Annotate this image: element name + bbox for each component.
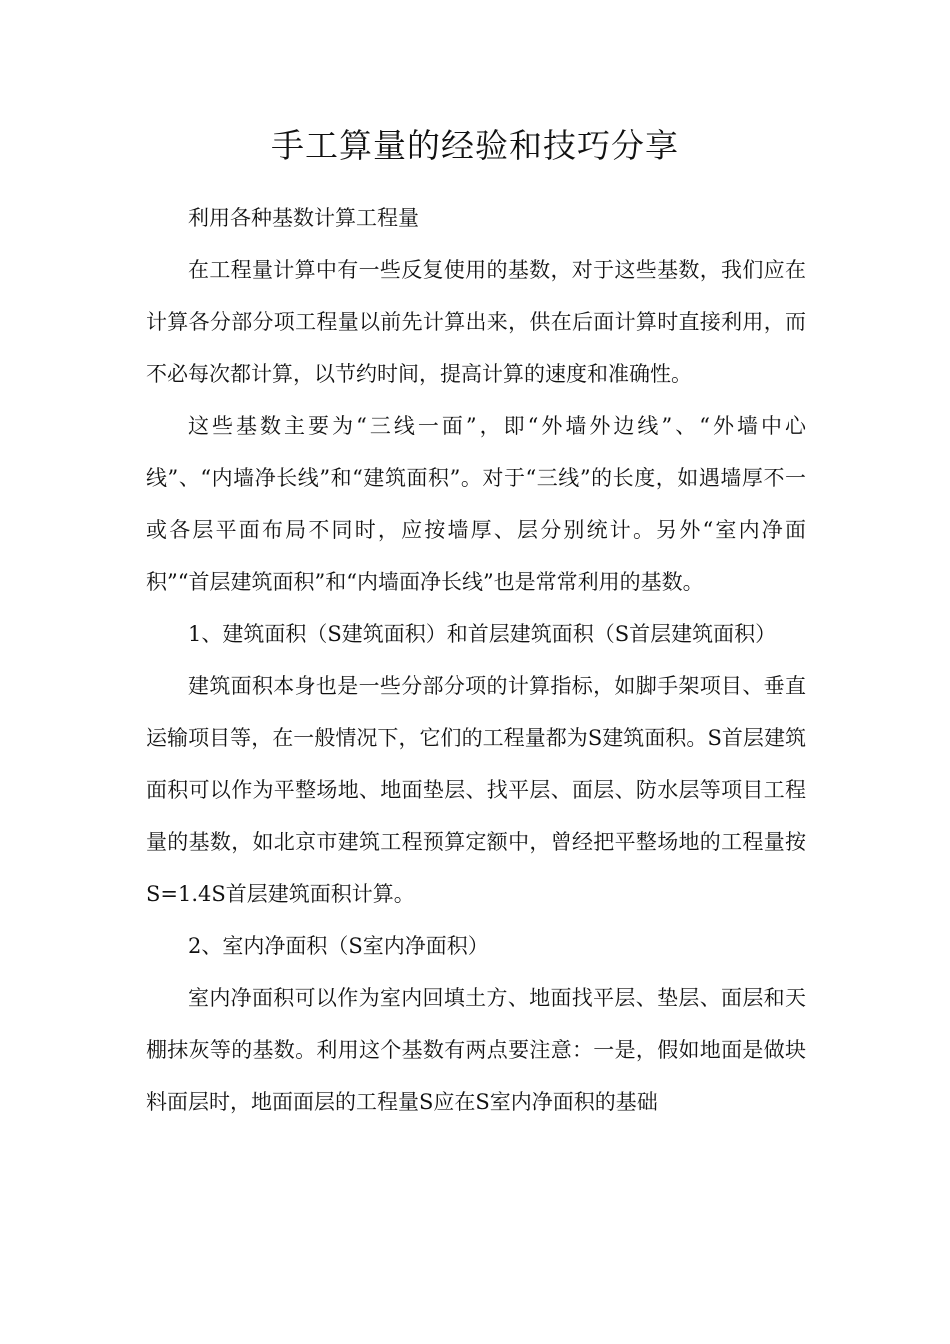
document-title: 手工算量的经验和技巧分享 xyxy=(271,126,679,165)
paragraph-indoor-net-area: 室内净面积可以作为室内回填土方、地面找平层、垫层、面层和天棚抹灰等的基数。利用这个基数有两点要注意：一是，假如地面是做块料面层时，地面面层的工程量S应在S室内净面积的基础 xyxy=(146,986,806,1114)
paragraph-heading-indoor-net-area: 2、室内净面积（S室内净面积） xyxy=(188,934,489,958)
paragraph-building-area: 建筑面积本身也是一些分部分项的计算指标，如脚手架项目、垂直运输项目等，在一般情况下，它们的工程量都为S建筑面积。S首层建筑面积可以作为平整场地、地面垫层、找平层、面层、防水层等项目工程量的基数，如北京市建筑工程预算定额中，曾经把平整场地的工程量按S=1.4S首层建筑面积计算。 xyxy=(146,674,806,906)
paragraph-heading-building-area: 1、建筑面积（S建筑面积）和首层建筑面积（S首层建筑面积） xyxy=(188,622,777,646)
paragraph-three-lines-one-area: 这些基数主要为“三线一面”，即“外墙外边线”、“外墙中心线”、“内墙净长线”和“建筑面积”。对于“三线”的长度，如遇墙厚不一或各层平面布局不同时，应按墙厚、层分别统计。另外“室内净面积”“首层建筑面积”和“内墙面净长线”也是常常利用的基数。 xyxy=(146,414,806,594)
paragraph-intro: 在工程量计算中有一些反复使用的基数，对于这些基数，我们应在计算各分部分项工程量以前先计算出来，供在后面计算时直接利用，而不必每次都计算，以节约时间，提高计算的速度和准确性。 xyxy=(146,258,806,386)
document-body xyxy=(146,192,806,1128)
paragraph-heading-base-numbers: 利用各种基数计算工程量 xyxy=(188,206,419,230)
